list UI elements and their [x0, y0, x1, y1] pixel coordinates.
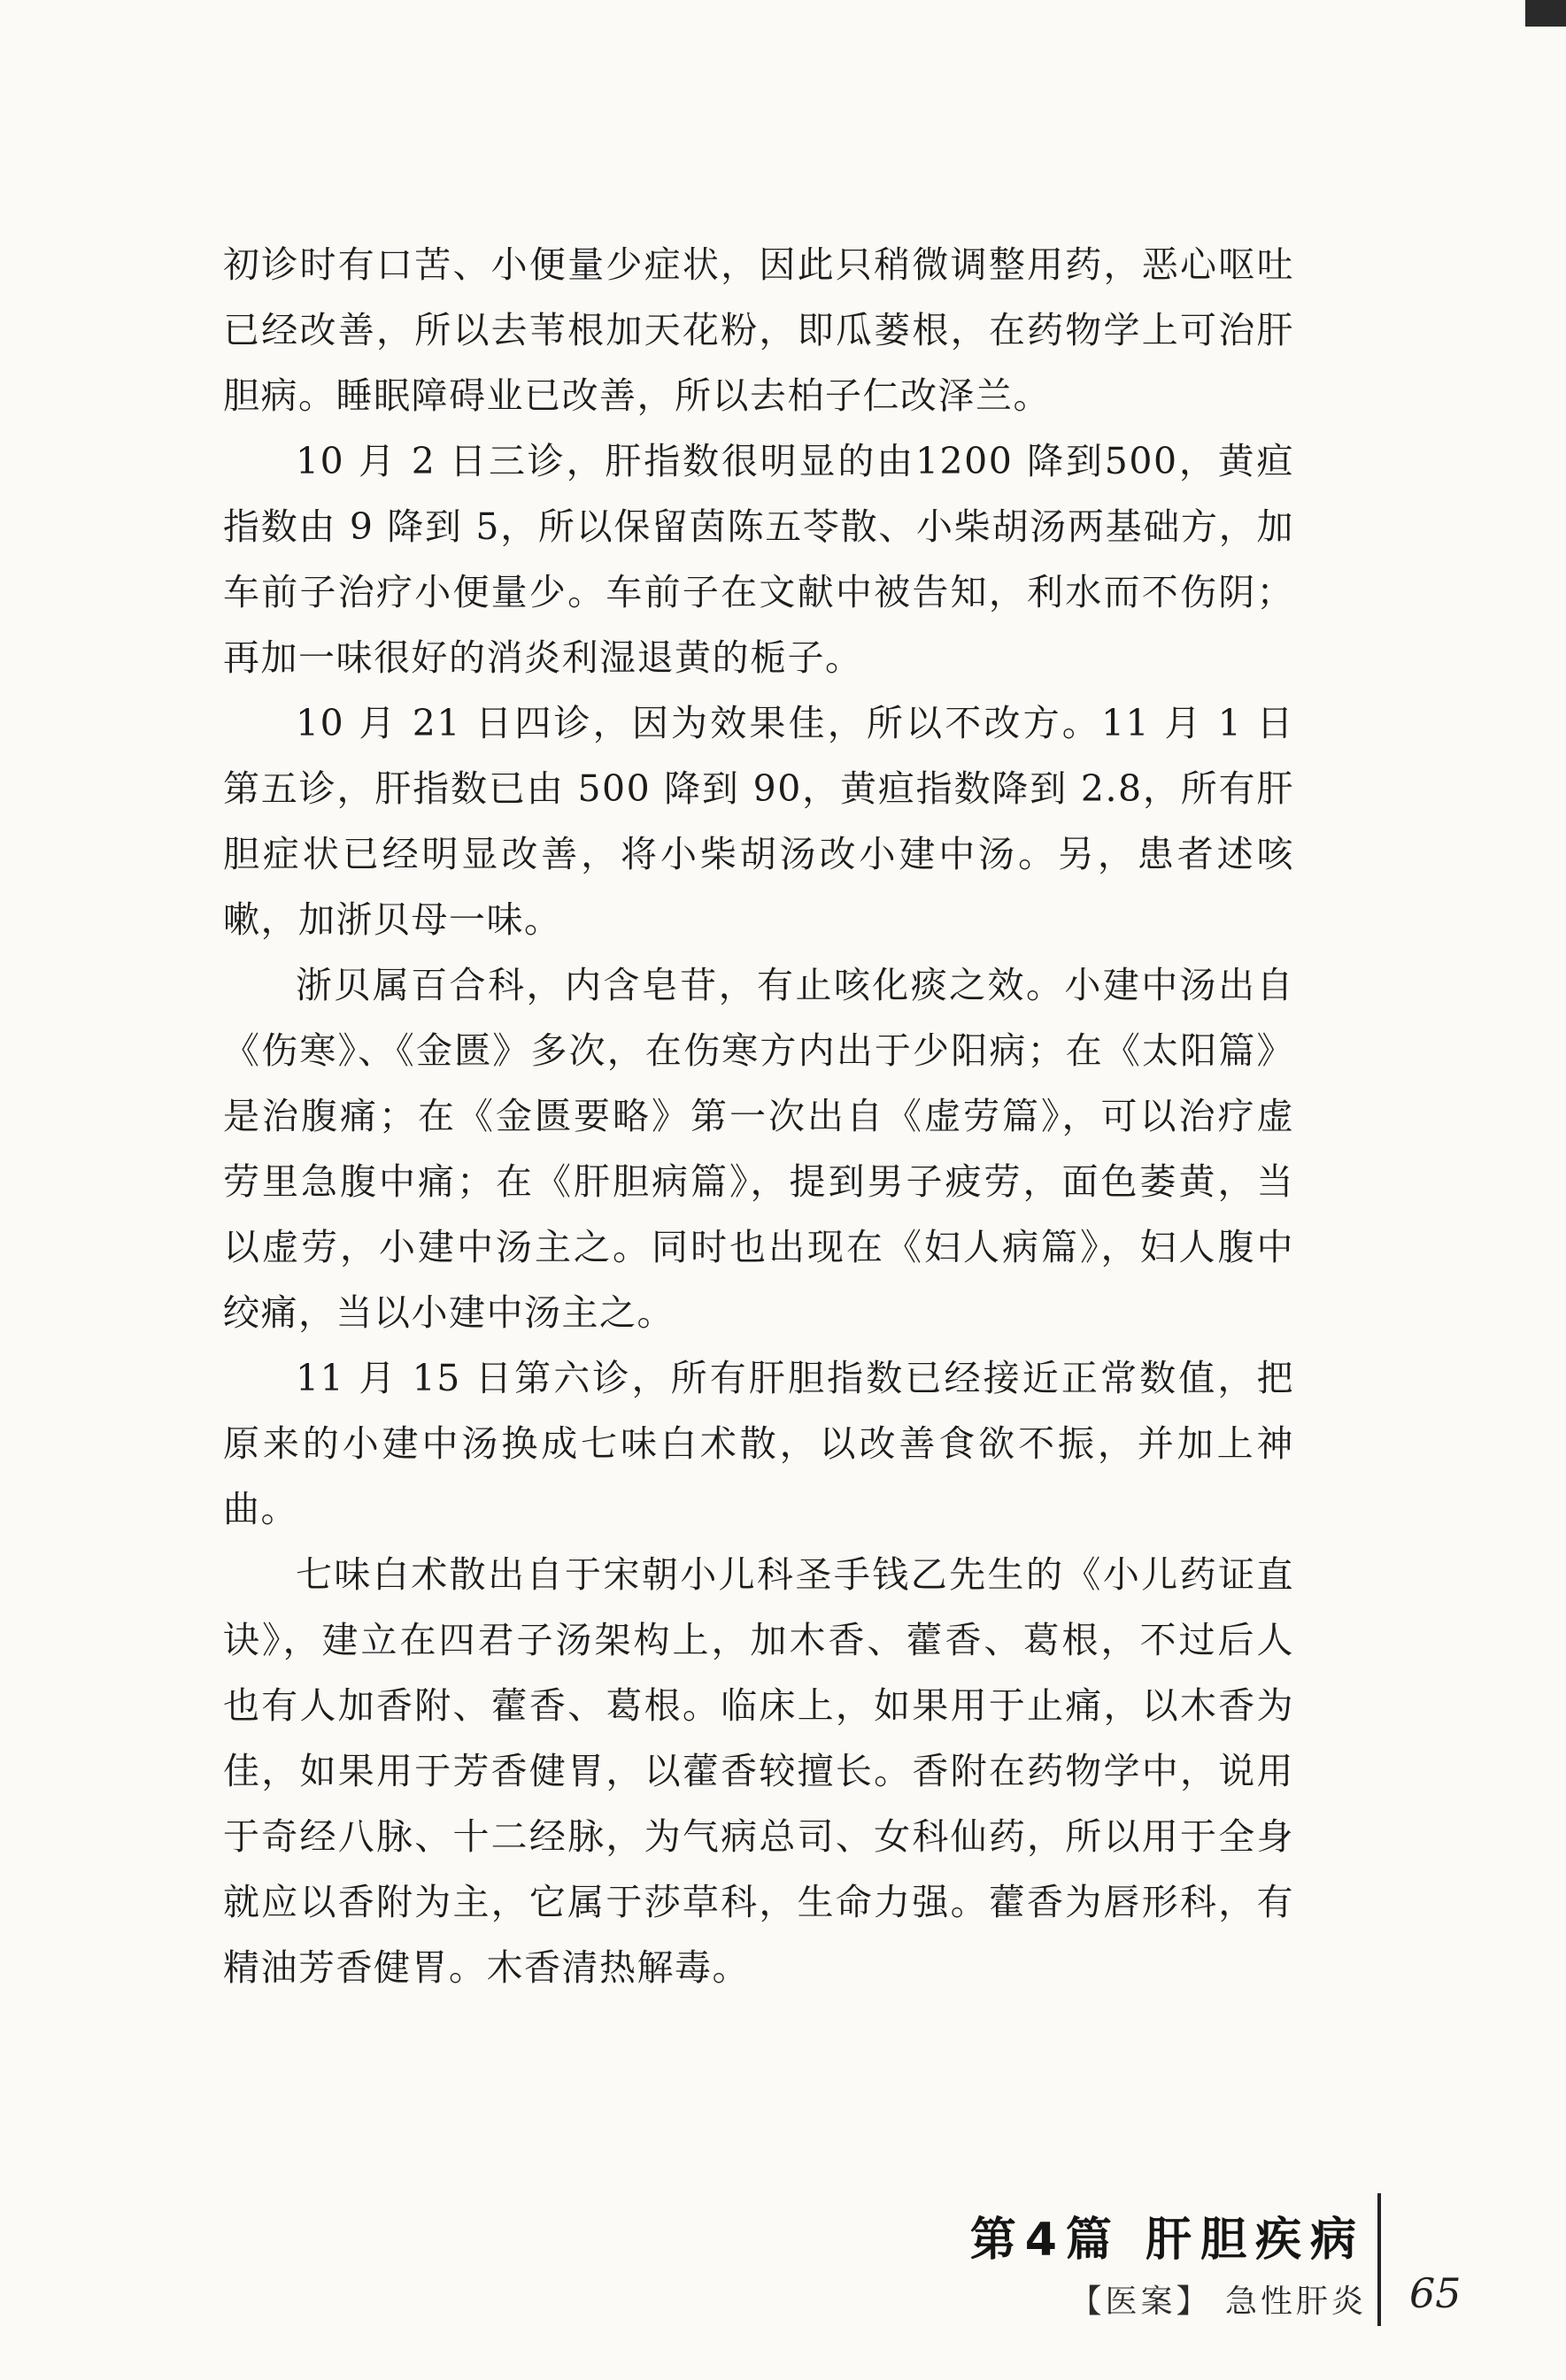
- scan-corner-mark: [1525, 0, 1566, 27]
- footer-divider: [1377, 2193, 1381, 2326]
- page-number: 65: [1409, 2269, 1462, 2317]
- paragraph: 七味白术散出自于宋朝小儿科圣手钱乙先生的《小儿药证直诀》，建立在四君子汤架构上，加木香、藿香、葛根，不过后人也有人加香附、藿香、葛根。临床上，如果用于止痛，以木香为佳，如果用于芳香健胃，以藿香较擅长。香附在药物学中，说用于奇经八脉、十二经脉，为气病总司、女科仙药，所以用于全身就应以香附为主，它属于莎草科，生命力强。藿香为唇形科，有精油芳香健胃。木香清热解毒。: [223, 1553, 1294, 1989]
- paragraph: 浙贝属百合科，内含皂苷，有止咳化痰之效。小建中汤出自《伤寒》、《金匮》多次，在伤寒方内出于少阳病；在《太阳篇》是治腹痛；在《金匮要略》第一次出自《虚劳篇》，可以治疗虚劳里急腹中痛；在《肝胆病篇》，提到男子疲劳，面色萎黄，当以虚劳，小建中汤主之。同时也出现在《妇人病篇》，妇人腹中绞痛，当以小建中汤主之。: [223, 964, 1294, 1334]
- section-subtitle: 【医案】 急性肝炎: [1069, 2284, 1367, 2320]
- section-title: 第4篇 肝胆疾病: [969, 2214, 1365, 2267]
- paragraph: 10 月 2 日三诊，肝指数很明显的由1200 降到500，黄疸指数由 9 降到 5，所以保留茵陈五苓散、小柴胡汤两基础方，加车前子治疗小便量少。车前子在文献中被告知，利水而不伤阴；再加一味很好的消炎利湿退黄的栀子。: [223, 440, 1294, 679]
- paragraph: 初诊时有口苦、小便量少症状，因此只稍微调整用药，恶心呕吐已经改善，所以去苇根加天花粉，即瓜蒌根，在药物学上可治肝胆病。睡眠障碍业已改善，所以去柏子仁改泽兰。: [223, 243, 1294, 417]
- paragraph: 11 月 15 日第六诊，所有肝胆指数已经接近正常数值，把原来的小建中汤换成七味白术散，以改善食欲不振，并加上神曲。: [223, 1357, 1294, 1530]
- body-text: [223, 232, 1294, 2000]
- paragraph: 10 月 21 日四诊，因为效果佳，所以不改方。11 月 1 日第五诊，肝指数已由 500 降到 90，黄疸指数降到 2.8，所有肝胆症状已经明显改善，将小柴胡汤改小建中汤。另，患者述咳嗽，加浙贝母一味。: [223, 702, 1294, 941]
